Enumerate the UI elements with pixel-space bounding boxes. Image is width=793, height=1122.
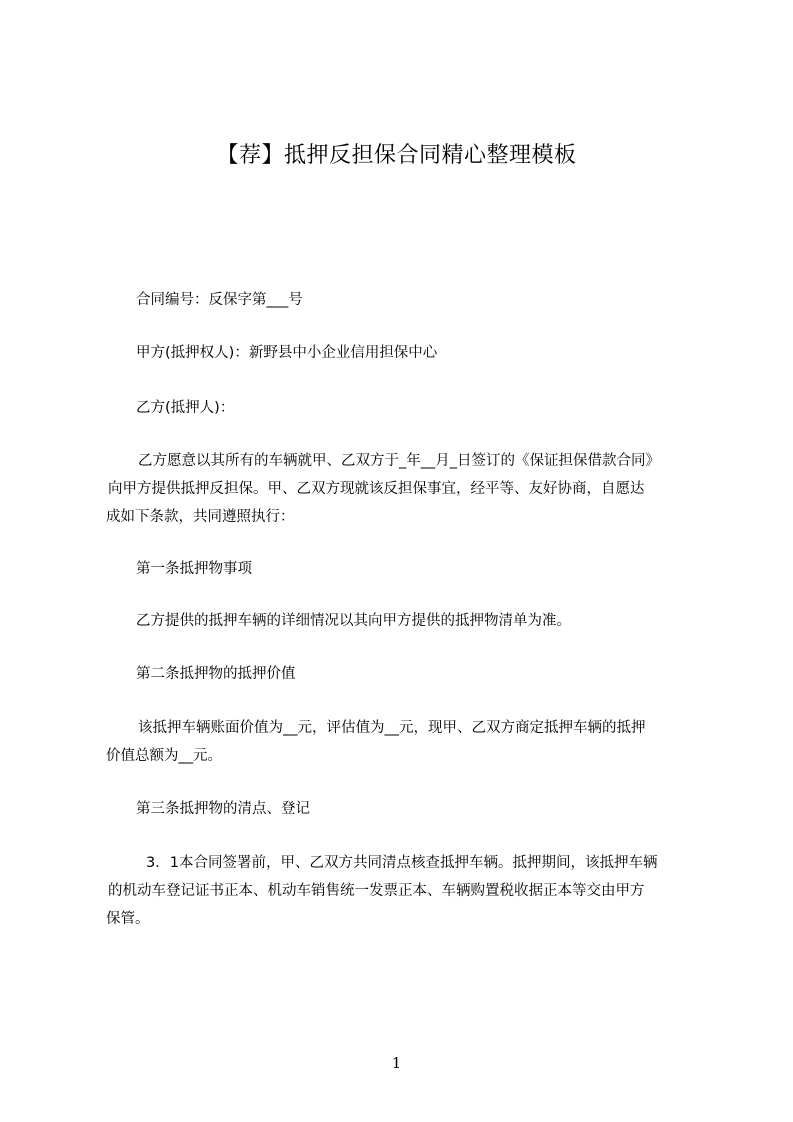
intro-line-1: 乙方愿意以其所有的车辆就甲、乙双方于_年__月_日签订的《保证担保借款合同》 (138, 453, 660, 469)
article-1-heading: 第一条抵押物事项 (136, 561, 252, 577)
intro-line-2: 向甲方提供抵押反担保。甲、乙双方现就该反担保事宜，经平等、友好协商，自愿达 (108, 481, 645, 497)
article-2-heading: 第二条抵押物的抵押价值 (136, 666, 296, 682)
article-2-body-line-2: 价值总额为__元。 (106, 748, 222, 764)
article-2-body-line-1: 该抵押车辆账面价值为__元，评估值为__元，现甲、乙双方商定抵押车辆的抵押 (138, 720, 646, 736)
contract-number: 合同编号：反保字第___号 (136, 292, 303, 308)
party-a: 甲方(抵押权人)：新野县中小企业信用担保中心 (136, 345, 438, 361)
document-title: 【荐】抵押反担保合同精心整理模板 (216, 143, 577, 168)
article-3-heading: 第三条抵押物的清点、登记 (136, 801, 310, 817)
article-1-body: 乙方提供的抵押车辆的详细情况以其向甲方提供的抵押物清单为准。 (136, 613, 571, 629)
article-3-clause-line-1: 3．1本合同签署前，甲、乙双方共同清点核查抵押车辆。抵押期间，该抵押车辆 (146, 855, 658, 871)
article-3-clause-line-2: 的机动车登记证书正本、机动车销售统一发票正本、车辆购置税收据正本等交由甲方 (108, 883, 645, 899)
article-3-clause-line-3: 保管。 (106, 911, 150, 927)
party-b: 乙方(抵押人)： (136, 400, 235, 416)
page-number: 1 (391, 1054, 402, 1072)
intro-line-3: 成如下条款，共同遵照执行： (106, 509, 295, 525)
